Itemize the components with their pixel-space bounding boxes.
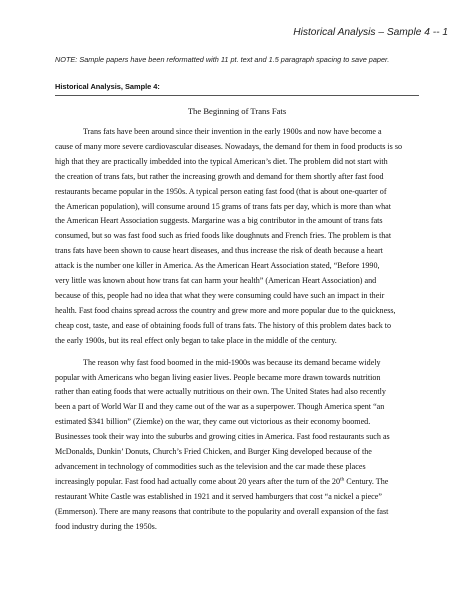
- paragraph-1: [55, 125, 419, 349]
- heading-divider: [55, 95, 419, 96]
- text-line: health. Fast food chains spread across the country and grew more and more popular due to the quickness,: [55, 305, 396, 315]
- text-fragment: Century. The: [344, 476, 389, 486]
- text-line: Trans fats have been around since their invention in the early 1900s and now have become a: [83, 127, 382, 136]
- text-line: because of this, people had no idea that what they were consuming could have such an impact in their: [55, 290, 385, 300]
- text-line: the creation of trans fats, but rather the increasing growth and demand for them shortly after fast food: [55, 171, 384, 181]
- text-line: The reason why fast food boomed in the mid-1900s was because its demand became widely: [83, 357, 381, 367]
- text-line: very little was known about how trans fat can harm your health” (American Heart Association) and: [55, 276, 377, 286]
- text-line-with-superscript: [55, 475, 419, 490]
- text-line: rather than eating foods that were actually nutritious on their own. The United States had also recently: [55, 387, 386, 397]
- section-heading: Historical Analysis, Sample 4:: [55, 82, 160, 91]
- text-line: the American Heart Association suggests. Margarine was a big contributor in the amount of trans fats: [55, 216, 383, 226]
- text-fragment: increasingly popular. Fast food had actually come about 20 years after the turn of the 20: [55, 476, 340, 486]
- text-line: Businesses took their way into the suburbs and growing cities in America. Fast food restaurants such as: [55, 432, 390, 442]
- text-line: the early 1900s, but its real effect only began to take place in the middle of the century.: [55, 335, 337, 345]
- essay-body: [55, 125, 419, 541]
- text-line: advancement in technology of commodities such as the television and the car made these places: [55, 461, 366, 471]
- text-line: (Emmerson). There are many reasons that contribute to the popularity and overall expansion of the fast: [55, 506, 389, 516]
- text-line: restaurant White Castle was established in 1921 and it served hamburgers that cost “a nickel a piece”: [55, 491, 382, 501]
- text-line: been a part of World War II and they came out of the war as a superpower. Though America spent “an: [55, 402, 385, 412]
- text-line: cause of many more severe cardiovascular diseases. Nowadays, the demand for them in food products is so: [55, 141, 403, 151]
- text-line: cheap cost, taste, and ease of obtaining foods full of trans fats. The history of this problem dates back to: [55, 320, 392, 330]
- text-line: consumed, but so was fast food such as fried foods like doughnuts and French fries. The problem is that: [55, 231, 392, 241]
- formatting-note: NOTE: Sample papers have been reformatted with 11 pt. text and 1.5 paragraph spacing to save paper.: [55, 55, 390, 64]
- running-header: Historical Analysis – Sample 4 -- 1: [293, 27, 448, 38]
- paragraph-2: [55, 356, 419, 535]
- text-line: high that they are practically imbedded into the typical American’s diet. The problem did not start with: [55, 156, 388, 166]
- text-line: estimated $341 billion” (Ziemke) on the war, they came out victorious as their economy boomed.: [55, 417, 371, 427]
- text-line: popular with Americans who began living easier lives. People became more drawn towards nutrition: [55, 372, 381, 382]
- text-line: restaurants became popular in the 1950s. A typical person eating fast food (that is about one-quarter of: [55, 186, 387, 196]
- text-line: McDonalds, Dunkin’ Donuts, Church’s Fried Chicken, and Burger King developed because of the: [55, 447, 372, 457]
- text-line: food industry during the 1950s.: [55, 521, 157, 531]
- text-line: the American population), will consume around 15 grams of trans fats per day, which is more than what: [55, 201, 391, 211]
- superscript: th: [340, 476, 345, 483]
- text-line: attack is the number one killer in America. As the American Heart Association stated, “Before 1990,: [55, 261, 380, 271]
- essay-title: The Beginning of Trans Fats: [187, 106, 287, 116]
- text-line: trans fats have been shown to cause heart diseases, and thus increase the risk of death because a heart: [55, 246, 383, 256]
